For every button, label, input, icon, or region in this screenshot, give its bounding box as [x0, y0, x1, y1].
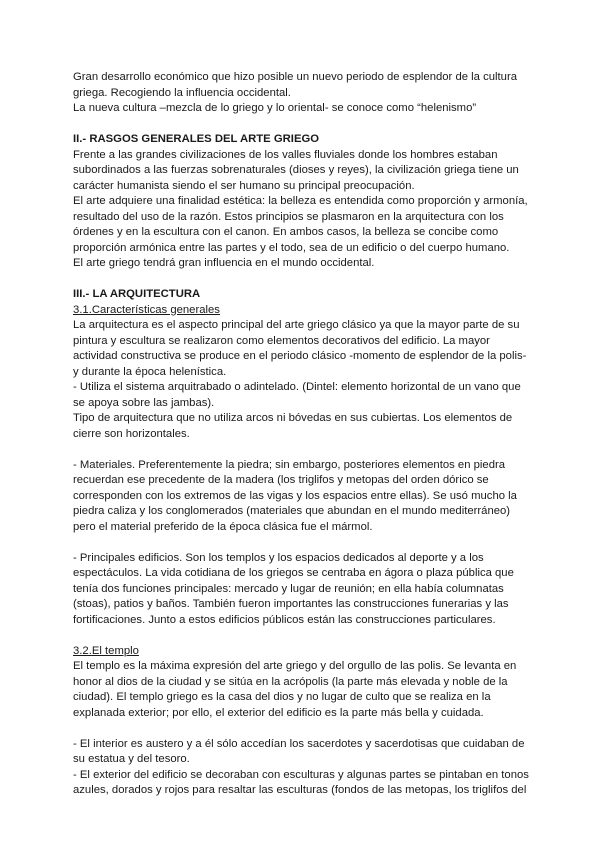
section-2-paragraph-3: El arte griego tendrá gran influencia en el mundo occidental. — [73, 257, 375, 269]
section-2-heading: II.- RASGOS GENERALES DEL ARTE GRIEGO — [73, 133, 320, 145]
document-page — [73, 70, 529, 799]
section-3-paragraph-5: - Principales edificios. Son los templos y los espacios dedicados al deporte y a los espectáculos. La vida cotidiana de los griegos se centraba en ágora o plaza pública que tenía dos funciones principales: mercado y lugar de reunión; en ella había columnatas (stoas), patios y baños. También fueron importantes las construcciones funerarias y las fortificaciones. Junto a estos edificios públicos están las construcciones particulares. — [73, 551, 514, 626]
intro-paragraph-1: Gran desarrollo económico que hizo posible un nuevo periodo de esplendor de la cultura griega. Recogiendo la influencia occidental. — [73, 71, 518, 99]
section-3-paragraph-1: La arquitectura es el aspecto principal del arte griego clásico ya que la mayor parte de su pintura y escultura se realizaron como elementos decorativos del edificio. La mayor actividad constructiva se produce en el periodo clásico -momento de esplendor de la polis- y durante la época helenística. — [73, 319, 527, 378]
section-3-paragraph-8: - El exterior del edificio se decoraban con esculturas y algunas partes se pintaban en tonos azules, dorados y rojos para resaltar las esculturas (fondos de las metopas, los triglifos del — [73, 768, 529, 796]
section-3-paragraph-3: Tipo de arquitectura que no utiliza arcos ni bóvedas en sus cubiertas. Los elementos de cierre son horizontales. — [73, 412, 513, 440]
subsection-3-1-title: 3.1.Características generales — [73, 303, 220, 316]
section-3-paragraph-4: - Materiales. Preferentemente la piedra; sin embargo, posteriores elementos en piedra recuerdan ese precedente de la madera (los triglifos y metopas del orden dórico se corresponden con los extremos de las vigas y los espacios entre ellas). Se usó mucho la piedra caliza y los conglomerados (materiales que abundan en el mundo mediterráneo) pero el material preferido de la época clásica fue el mármol. — [73, 458, 517, 533]
section-3-paragraph-2: - Utiliza el sistema arquitrabado o adintelado. (Dintel: elemento horizontal de un vano que se apoya sobre las jambas). — [73, 381, 521, 409]
intro-paragraph-2: La nueva cultura –mezcla de lo griego y lo oriental- se conoce como “helenismo” — [73, 102, 477, 114]
section-3-heading: III.- LA ARQUITECTURA — [73, 288, 201, 300]
subsection-3-2-title: 3.2.El templo — [73, 644, 139, 657]
section-2-paragraph-1: Frente a las grandes civilizaciones de los valles fluviales donde los hombres estaban subordinados a las fuerzas sobrenaturales (dioses y reyes), la civilización griega tiene un carácter humanista siendo el ser humano su principal preocupación. — [73, 148, 519, 192]
section-3-paragraph-7: - El interior es austero y a él sólo accedían los sacerdotes y sacerdotisas que cuidaban de su estatua y del tesoro. — [73, 737, 525, 765]
section-3-paragraph-6: El templo es la máxima expresión del arte griego y del orgullo de las polis. Se levanta en honor al dios de la ciudad y se sitúa en la acrópolis (la parte más elevada y noble de la ciudad). El templo griego es la casa del dios y no lugar de culto que se realiza en la explanada exterior; por ello, el exterior del edificio es la parte más bella y cuidada. — [73, 660, 517, 719]
section-2-paragraph-2: El arte adquiere una finalidad estética: la belleza es entendida como proporción y armonía, resultado del uso de la razón. Estos principios se plasmaron en la arquitectura con los órdenes y en la escultura con el canon. En ambos casos, la belleza se concibe como proporción armónica entre las partes y el todo, sea de un edificio o del cuerpo humano. — [73, 195, 528, 254]
